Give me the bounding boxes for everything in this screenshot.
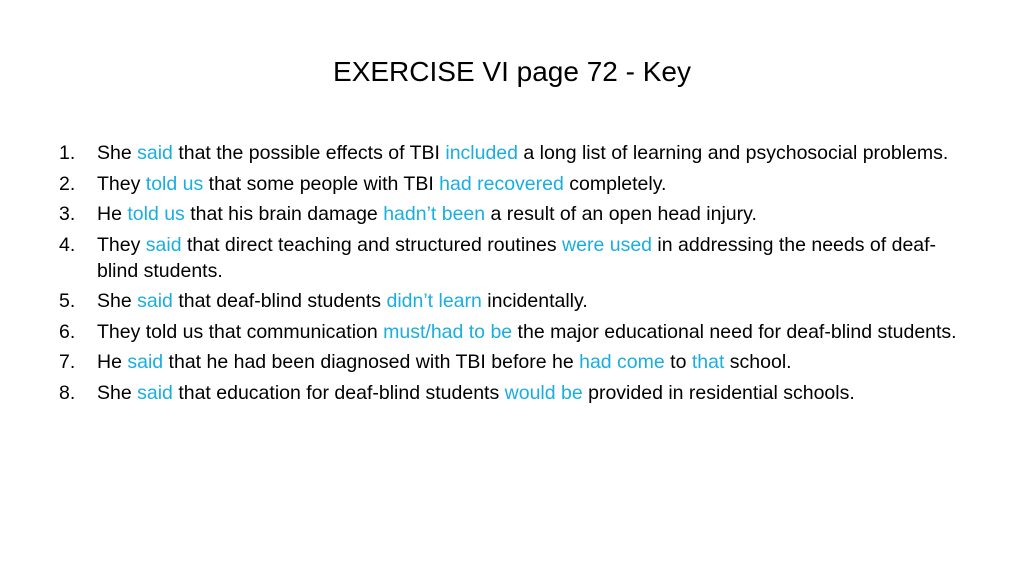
item-sentence [97, 382, 855, 404]
item-number: 7. [59, 351, 76, 373]
highlighted-verb: didn’t learn [386, 290, 482, 312]
item-number: 6. [59, 320, 76, 343]
sentence-text: She [97, 290, 138, 312]
item-sentence [97, 351, 792, 373]
highlighted-verb: had come [579, 351, 665, 373]
highlighted-verb: said [145, 233, 182, 256]
item-number: 8. [59, 381, 76, 404]
highlighted-verb: that [691, 351, 725, 373]
sentence-text: that deaf-blind students [172, 290, 387, 312]
item-number: 3. [59, 203, 76, 225]
highlighted-verb: said [137, 381, 173, 404]
sentence-text: a long list of learning and psychosocial problems. [518, 142, 949, 164]
sentence-text: that direct teaching and structured routines [181, 233, 563, 256]
item-sentence [97, 321, 957, 343]
list-item [56, 232, 976, 284]
item-number: 4. [59, 233, 76, 256]
highlighted-verb: hadn’t been [383, 203, 486, 225]
highlighted-verb: would be [504, 381, 583, 404]
item-sentence [97, 173, 666, 195]
sentence-text: the major educational need for deaf-blind students. [512, 320, 957, 343]
sentence-text: provided in residential schools. [582, 381, 855, 404]
sentence-text: in addressing the needs of deaf-blind students. [97, 233, 937, 282]
sentence-text: They told us that communication [97, 320, 384, 343]
sentence-text: that he had been diagnosed with TBI before he [163, 351, 580, 373]
highlighted-verb: said [137, 290, 173, 312]
highlighted-verb: said [127, 351, 164, 373]
sentence-text: He [97, 203, 128, 225]
sentence-text: to [664, 351, 692, 373]
sentence-text: They [97, 233, 146, 256]
sentence-text: that some people with TBI [203, 172, 440, 195]
sentence-text: They [97, 172, 146, 195]
sentence-text: incidentally. [481, 290, 588, 312]
highlighted-verb: said [137, 142, 173, 164]
sentence-text: completely. [563, 172, 667, 195]
item-sentence [97, 234, 936, 282]
item-sentence [97, 142, 948, 164]
slide-title: EXERCISE VI page 72 - Key [333, 56, 691, 87]
highlighted-verb: told us [145, 172, 204, 195]
sentence-text: that education for deaf-blind students [172, 381, 505, 404]
list-item [56, 201, 976, 227]
highlighted-verb: had recovered [439, 172, 564, 195]
list-item [56, 171, 976, 197]
answer-key-list [56, 140, 976, 410]
item-number: 2. [59, 172, 76, 195]
item-sentence [97, 290, 588, 312]
list-item [56, 288, 976, 314]
sentence-text: school. [724, 351, 792, 373]
sentence-text: She [97, 381, 138, 404]
highlighted-verb: must/had to be [383, 320, 513, 343]
list-item [56, 140, 976, 166]
list-item [56, 319, 976, 345]
sentence-text: that the possible effects of TBI [172, 142, 446, 164]
sentence-text: a result of an open head injury. [485, 203, 757, 225]
item-sentence [97, 203, 757, 225]
highlighted-verb: were used [562, 233, 653, 256]
highlighted-verb: told us [127, 203, 185, 225]
item-number: 5. [59, 290, 76, 312]
highlighted-verb: included [445, 142, 518, 164]
sentence-text: He [97, 351, 128, 373]
item-number: 1. [59, 142, 76, 164]
list-item [56, 380, 976, 406]
sentence-text: She [97, 142, 138, 164]
sentence-text: that his brain damage [184, 203, 384, 225]
list-item [56, 349, 976, 375]
